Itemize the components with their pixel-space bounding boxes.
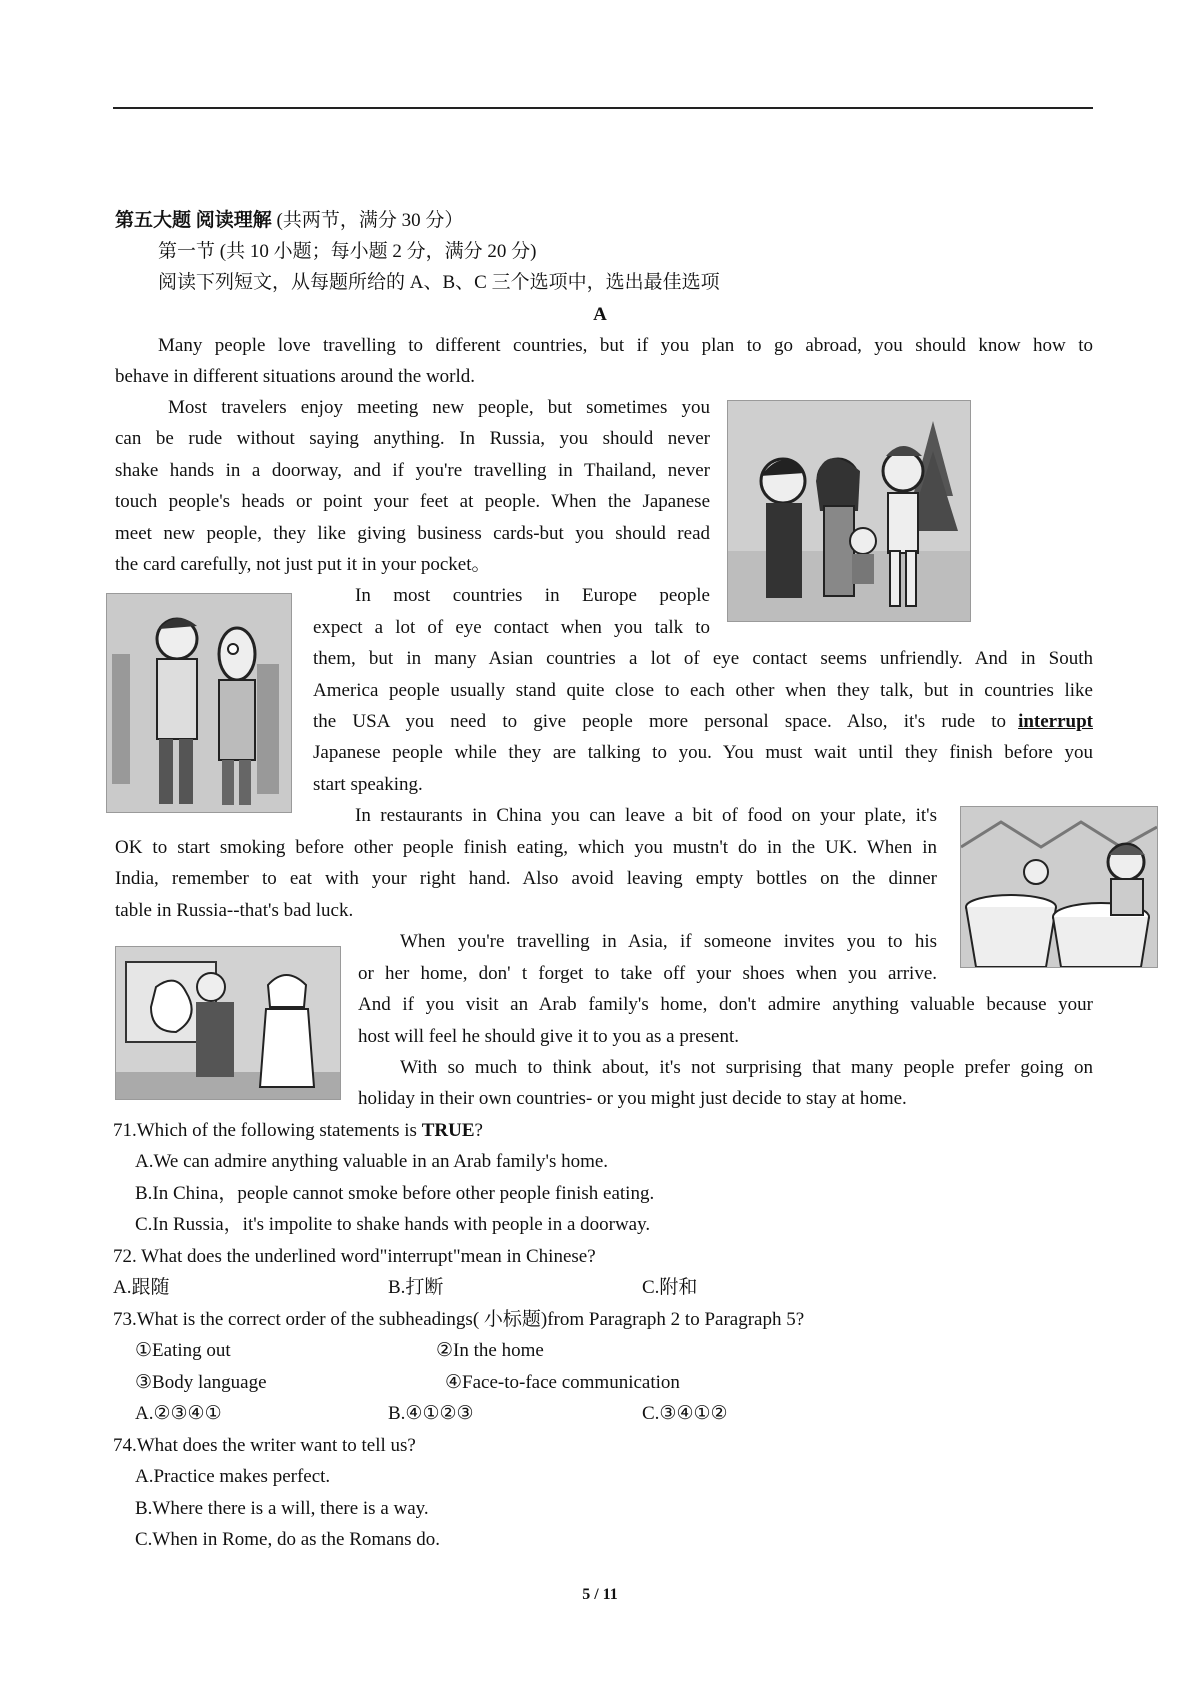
illustration-arab-home xyxy=(115,946,341,1100)
p1-line1: Many people love travelling to different countries, but if you plan to go abroad, you should know how to xyxy=(158,335,1093,356)
q73-option-c: C.③④①② xyxy=(642,1403,728,1424)
restaurant-cartoon-icon xyxy=(961,807,1157,967)
p2-line2: can be rude without saying anything. In Russia, you should never xyxy=(115,428,710,449)
instruction: 阅读下列短文，从每题所给的 A、B、C 三个选项中，选出最佳选项 xyxy=(158,272,720,293)
p5-line4: host will feel he should give it to you as a present. xyxy=(358,1026,739,1047)
p5-line1: When you're travelling in Asia, if someone invites you to his xyxy=(400,931,937,952)
q71-option-c: C.In Russia，it's impolite to shake hands with people in a doorway. xyxy=(135,1214,651,1235)
p5-line3: And if you visit an Arab family's home, don't admire anything valuable because your xyxy=(358,994,1093,1015)
q72-option-c: C.附和 xyxy=(642,1277,698,1298)
p5-line2: or her home, don' t forget to take off your shoes when you arrive. xyxy=(358,963,937,984)
p2-line6: the card carefully, not just put it in your pocket。 xyxy=(115,554,491,575)
q71-stem-end: ? xyxy=(474,1120,483,1141)
illustration-greeting-people xyxy=(727,400,971,622)
underlined-word-interrupt: interrupt xyxy=(1018,711,1093,732)
home-visit-cartoon-icon xyxy=(116,947,340,1099)
q72-option-a: A.跟随 xyxy=(113,1277,170,1298)
section-note: (共两节，满分 30 分） xyxy=(276,210,464,231)
p3-line6: Japanese people while they are talking to you. You must wait until they finish before you xyxy=(313,742,1093,763)
q71-option-b: B.In China，people cannot smoke before other people finish eating. xyxy=(135,1183,655,1204)
q72-option-b: B.打断 xyxy=(388,1277,444,1298)
q73-subheading-2: ②In the home xyxy=(436,1340,544,1361)
q74-stem: 74.What does the writer want to tell us? xyxy=(113,1435,416,1456)
p3-line2: expect a lot of eye contact when you talk to xyxy=(313,617,710,638)
p6-line1: With so much to think about, it's not surprising that many people prefer going on xyxy=(400,1057,1093,1078)
p3-line7: start speaking. xyxy=(313,774,423,795)
q74-option-c: C.When in Rome, do as the Romans do. xyxy=(135,1529,441,1550)
section-title: 第五大题 阅读理解 xyxy=(115,210,272,231)
part-line: 第一节 (共 10 小题；每小题 2 分，满分 20 分) xyxy=(158,241,537,262)
p4-line4: table in Russia--that's bad luck. xyxy=(115,900,354,921)
greeting-cartoon-icon xyxy=(728,401,970,621)
passage-label: A xyxy=(593,304,607,325)
header-rule xyxy=(113,107,1093,109)
p2-line4: touch people's heads or point your feet at people. When the Japanese xyxy=(115,491,710,512)
q73-subheading-1: ①Eating out xyxy=(135,1340,231,1361)
illustration-eye-contact xyxy=(106,593,292,813)
p3-line3: them, but in many Asian countries a lot of eye contact seems unfriendly. And in South xyxy=(313,648,1093,669)
illustration-restaurant xyxy=(960,806,1158,968)
q74-option-b: B.Where there is a will, there is a way. xyxy=(135,1498,429,1519)
p3-line5-text: the USA you need to give people more personal space. Also, it's rude to xyxy=(313,711,1007,732)
p4-line2: OK to start smoking before other people finish eating, which you mustn't do in the UK. When in xyxy=(115,837,937,858)
p3-line4: America people usually stand quite close to each other when they talk, but in countries like xyxy=(313,680,1093,701)
p6-line2: holiday in their own countries- or you might just decide to stay at home. xyxy=(358,1088,907,1109)
p2-line3: shake hands in a doorway, and if you're travelling in Thailand, never xyxy=(115,460,710,481)
q72-stem: 72. What does the underlined word"interrupt"mean in Chinese? xyxy=(113,1246,596,1267)
q73-subheading-4: ④Face-to-face communication xyxy=(445,1372,680,1393)
p1-line2: behave in different situations around the world. xyxy=(115,366,476,387)
p3-line5 xyxy=(313,706,1093,737)
p4-line3: India, remember to eat with your right hand. Also avoid leaving empty bottles on the dinner xyxy=(115,868,937,889)
section-heading xyxy=(115,205,463,236)
p3-line1: In most countries in Europe people xyxy=(355,585,710,606)
q71-stem xyxy=(113,1115,483,1146)
page-number: 5 / 11 xyxy=(582,1586,618,1603)
p2-line5: meet new people, they like giving business cards-but you should read xyxy=(115,523,710,544)
q71-option-a: A.We can admire anything valuable in an Arab family's home. xyxy=(135,1151,609,1172)
q73-subheading-3: ③Body language xyxy=(135,1372,267,1393)
p4-line1: In restaurants in China you can leave a bit of food on your plate, it's xyxy=(355,805,937,826)
q71-stem-text: 71.Which of the following statements is xyxy=(113,1120,417,1141)
q73-option-b: B.④①②③ xyxy=(388,1403,474,1424)
eye-contact-cartoon-icon xyxy=(107,594,291,812)
p2-line1: Most travelers enjoy meeting new people, but sometimes you xyxy=(168,397,710,418)
q74-option-a: A.Practice makes perfect. xyxy=(135,1466,331,1487)
q73-stem: 73.What is the correct order of the subheadings( 小标题)from Paragraph 2 to Paragraph 5? xyxy=(113,1309,805,1330)
q73-option-a: A.②③④① xyxy=(135,1403,222,1424)
q71-stem-emphasis: TRUE xyxy=(421,1120,475,1141)
